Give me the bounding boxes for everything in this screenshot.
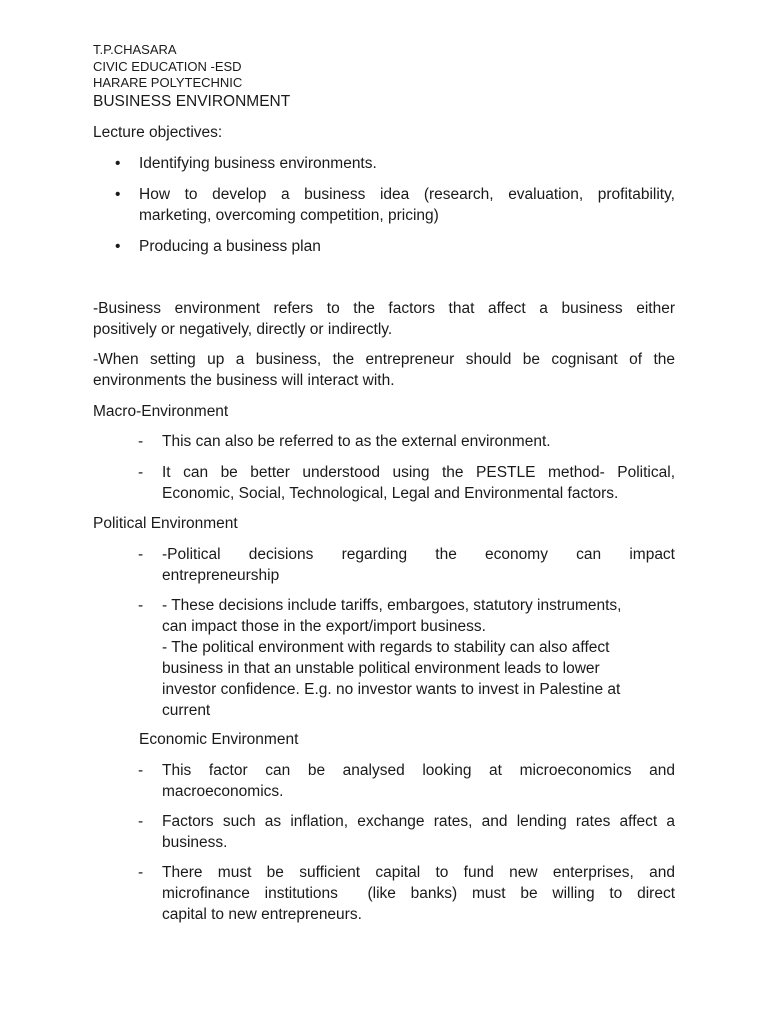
paragraph-line: environments the business will interact with. (93, 372, 395, 389)
dash-marker: - (138, 597, 144, 614)
bullet-marker: • (115, 155, 121, 172)
political-item (138, 544, 675, 586)
objective-item (115, 236, 659, 257)
item-text: -Political decisions regarding the economy can impact (162, 546, 675, 563)
political-item (138, 595, 675, 721)
item-text: business in that an unstable political environment leads to lower (162, 660, 600, 677)
document-header (93, 42, 290, 111)
item-text: This can also be referred to as the external environment. (162, 433, 551, 450)
macro-item (138, 462, 675, 504)
item-text: - The political environment with regards to stability can also affect (162, 639, 610, 656)
item-text: can impact those in the export/import business. (162, 618, 486, 635)
bullet-marker: • (115, 186, 121, 203)
institution-line: HARARE POLYTECHNIC (93, 75, 243, 90)
economic-item (138, 760, 675, 802)
item-text: investor confidence. E.g. no investor wants to invest in Palestine at (162, 681, 621, 698)
item-text: business. (162, 834, 228, 851)
objective-text: How to develop a business idea (research, evaluation, profitability, (139, 186, 675, 203)
dash-marker: - (138, 464, 144, 481)
economic-heading: Economic Environment (139, 731, 299, 748)
intro-paragraph-2 (93, 349, 675, 391)
macro-heading: Macro-Environment (93, 403, 229, 420)
item-text: microfinance institutions (like banks) must be willing to direct (162, 885, 675, 902)
paragraph-line: positively or negatively, directly or indirectly. (93, 321, 393, 338)
paragraph-line: -Business environment refers to the factors that affect a business either (93, 300, 675, 317)
item-text: macroeconomics. (162, 783, 284, 800)
economic-item (138, 862, 675, 925)
dash-marker: - (138, 546, 144, 563)
item-text: capital to new entrepreneurs. (162, 906, 362, 923)
bullet-marker: • (115, 238, 121, 255)
course-line: CIVIC EDUCATION -ESD (93, 58, 242, 74)
item-text: Factors such as inflation, exchange rates, and lending rates affect a (162, 813, 675, 830)
item-text: Economic, Social, Technological, Legal and Environmental factors. (162, 485, 619, 502)
dash-marker: - (138, 762, 144, 779)
paragraph-line: -When setting up a business, the entrepreneur should be cognisant of the (93, 351, 675, 368)
item-text: This factor can be analysed looking at microeconomics and (162, 762, 675, 779)
objective-text: Identifying business environments. (139, 155, 377, 172)
objective-text: Producing a business plan (139, 238, 321, 255)
objective-text: marketing, overcoming competition, pricing) (139, 207, 439, 224)
dash-marker: - (138, 864, 144, 881)
item-text: - These decisions include tariffs, embargoes, statutory instruments, (162, 597, 622, 614)
objective-item (115, 184, 675, 226)
objectives-heading: Lecture objectives: (93, 124, 223, 141)
dash-marker: - (138, 813, 144, 830)
item-text: It can be better understood using the PESTLE method- Political, (162, 464, 675, 481)
item-text: entrepreneurship (162, 567, 280, 584)
document-title: BUSINESS ENVIRONMENT (93, 92, 291, 110)
economic-item (138, 811, 675, 853)
author-line: T.P.CHASARA (93, 42, 177, 57)
objective-item (115, 153, 659, 174)
macro-item (138, 431, 675, 452)
intro-paragraph-1 (93, 298, 675, 340)
political-heading: Political Environment (93, 515, 238, 532)
dash-marker: - (138, 433, 144, 450)
item-text: current (162, 702, 211, 719)
item-text: There must be sufficient capital to fund new enterprises, and (162, 864, 675, 881)
